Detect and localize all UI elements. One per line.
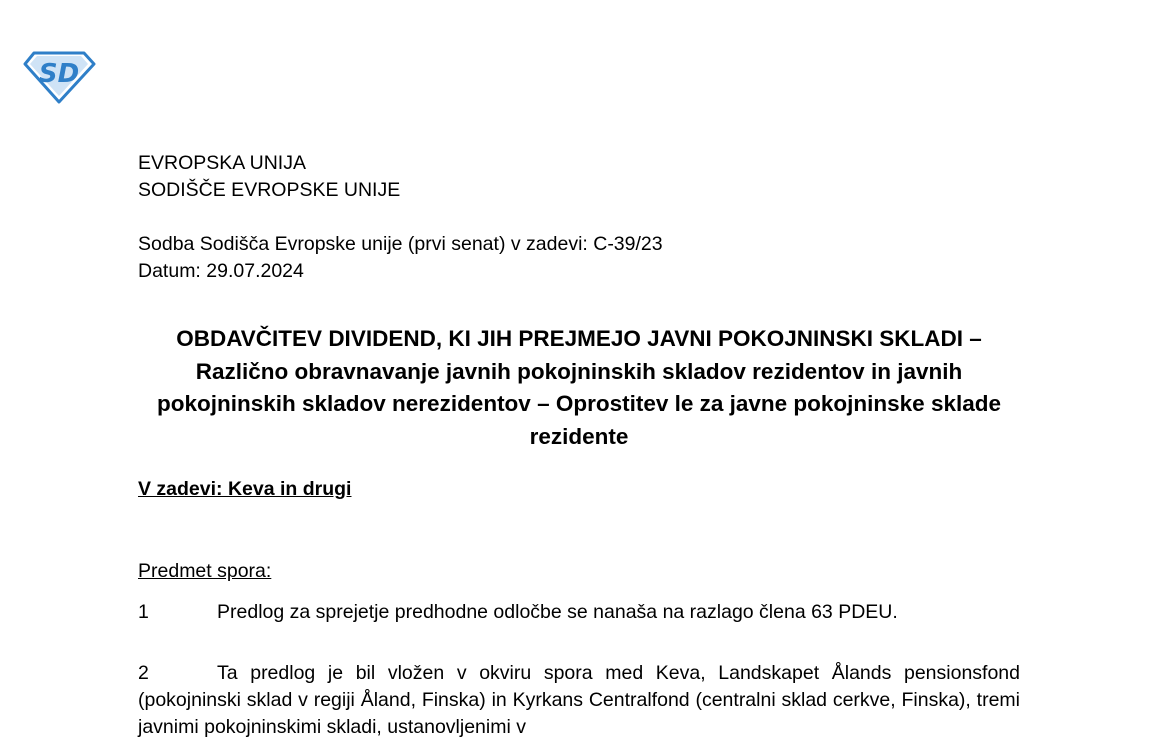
paragraph-2 — [138, 660, 1020, 741]
svg-text:SD: SD — [38, 59, 80, 89]
paragraph-number: 1 — [138, 601, 149, 623]
document-header — [138, 150, 1020, 204]
header-line-1: EVROPSKA UNIJA — [138, 152, 306, 174]
paragraph-text: Predlog za sprejetje predhodne odločbe se nanaša na razlago člena 63 PDEU. — [217, 601, 898, 623]
document-title: OBDAVČITEV DIVIDEND, KI JIH PREJMEJO JAVNI POKOJNINSKI SKLADI – Različno obravnavanje javnih pokojninskih skladov rezidentov in javnih pokojninskih skladov nerezidentov – Oprostitev le za javne pokojninske sklade rezidente — [156, 326, 1001, 449]
sd-shield-logo-icon — [22, 48, 96, 104]
case-reference: Sodba Sodišča Evropske unije (prvi senat) v zadevi: C-39/23 — [138, 233, 663, 255]
parties-heading: V zadevi: Keva in drugi — [138, 478, 352, 500]
paragraph-text: Ta predlog je bil vložen v okviru spora med Keva, Landskapet Ålands pensionsfond (pokojninski sklad v regiji Åland, Finska) in Kyrkans Centralfond (centralni sklad cerkve, Finska), tremi javnimi pokojninskimi skladi, ustanovljenimi v — [138, 662, 1020, 738]
paragraph-1 — [138, 599, 1020, 626]
case-info — [138, 231, 1020, 285]
subject-heading: Predmet spora: — [138, 560, 272, 582]
header-line-2: SODIŠČE EVROPSKE UNIJE — [138, 179, 401, 201]
paragraph-number: 2 — [138, 662, 149, 684]
case-date: Datum: 29.07.2024 — [138, 260, 304, 282]
